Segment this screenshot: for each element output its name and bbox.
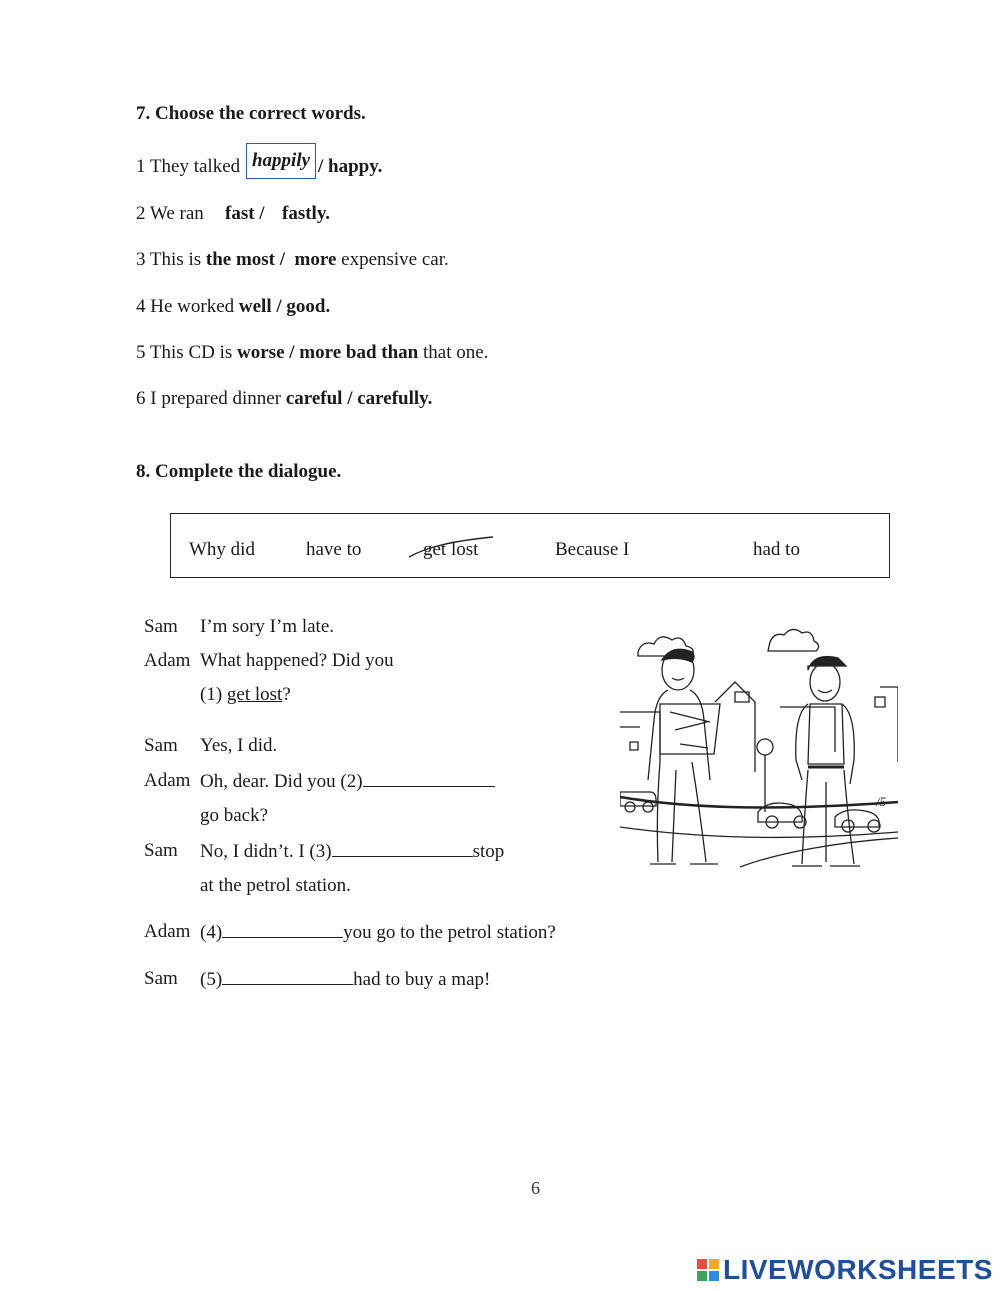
blank-input-3[interactable] [332,840,473,857]
strike-through-mark [407,533,497,563]
question-5 [136,342,488,364]
dialogue-text-end: you go to the petrol station? [343,922,556,943]
section-8-heading: 8. Complete the dialogue. [136,461,342,482]
question-number: 6 [136,388,146,409]
dialogue-text: No, I didn’t. I (3) [200,841,332,862]
question-text-end: expensive car. [341,249,449,270]
speaker-label: Adam [144,921,191,942]
blank-input-2[interactable] [363,770,495,787]
two-men-with-map-illustration [620,612,898,880]
answer-input-1[interactable]: happily [246,143,316,179]
blank-input-4[interactable] [222,921,343,938]
question-number: 3 [136,249,146,270]
question-number: 4 [136,296,146,317]
option-fast[interactable]: fast / [225,203,265,224]
question-number: 5 [136,342,146,363]
question-number: 1 [136,156,146,177]
dialogue-line: go back? [200,805,269,826]
question-options[interactable]: careful / carefully. [285,388,433,409]
dialogue-text-end: had to buy a map! [353,969,491,990]
question-2 [136,203,204,225]
dialogue-line [200,770,495,793]
question-text: They talked [149,156,241,177]
word-bank-item: Because I [555,539,630,560]
word-bank-item: have to [306,539,362,560]
blank-number: (4) [200,922,223,943]
dialogue-line [200,840,504,863]
question-text: This is [149,249,202,270]
liveworksheets-logo[interactable] [697,1254,993,1286]
question-options: / happy. [318,156,383,177]
question-1 [136,156,240,178]
section-7-heading: 7. Choose the correct words. [136,103,366,124]
dialogue-line: Yes, I did. [200,735,278,756]
question-options[interactable]: well / good. [238,296,331,317]
word-bank [170,513,890,578]
dialogue-line: at the petrol station. [200,875,351,896]
blank-input-5[interactable] [222,968,353,985]
question-number: 2 [136,203,146,224]
question-text: I prepared dinner [150,388,282,409]
question-text-end: that one. [423,342,489,363]
word-bank-item: had to [753,539,800,560]
speaker-label: Sam [144,735,178,756]
speaker-label: Adam [144,770,191,791]
dialogue-line [200,968,490,991]
blank-number: (1) [200,684,223,705]
question-3 [136,249,449,271]
option-fastly[interactable]: fastly. [282,203,331,224]
speaker-label: Sam [144,968,178,989]
example-answer: get lost [226,684,283,705]
question-text: We ran [149,203,204,224]
score-mark: /5 [876,794,887,809]
question-options[interactable]: worse / more bad than [237,342,419,363]
word-bank-item-used: get lost [423,539,478,561]
dialogue-line [200,684,291,706]
dialogue-line [200,921,556,944]
speaker-label: Sam [144,840,178,861]
question-text: He worked [150,296,235,317]
dialogue-line: I’m sory I’m late. [200,616,335,637]
dialogue-text-end: stop [472,841,505,862]
logo-text: LIVEWORKSHEETS [723,1254,993,1285]
logo-squares-icon [697,1259,719,1281]
question-4 [136,296,330,318]
dialogue-text: Oh, dear. Did you (2) [200,771,363,792]
speaker-label: Adam [144,650,191,671]
dialogue-line: What happened? Did you [200,650,394,671]
punctuation: ? [282,684,291,705]
blank-number: (5) [200,969,223,990]
question-6 [136,388,432,410]
page-number: 6 [531,1178,540,1198]
question-options[interactable]: the most / more [205,249,337,270]
question-text: This CD is [149,342,233,363]
speaker-label: Sam [144,616,178,637]
word-bank-item: Why did [189,539,255,560]
